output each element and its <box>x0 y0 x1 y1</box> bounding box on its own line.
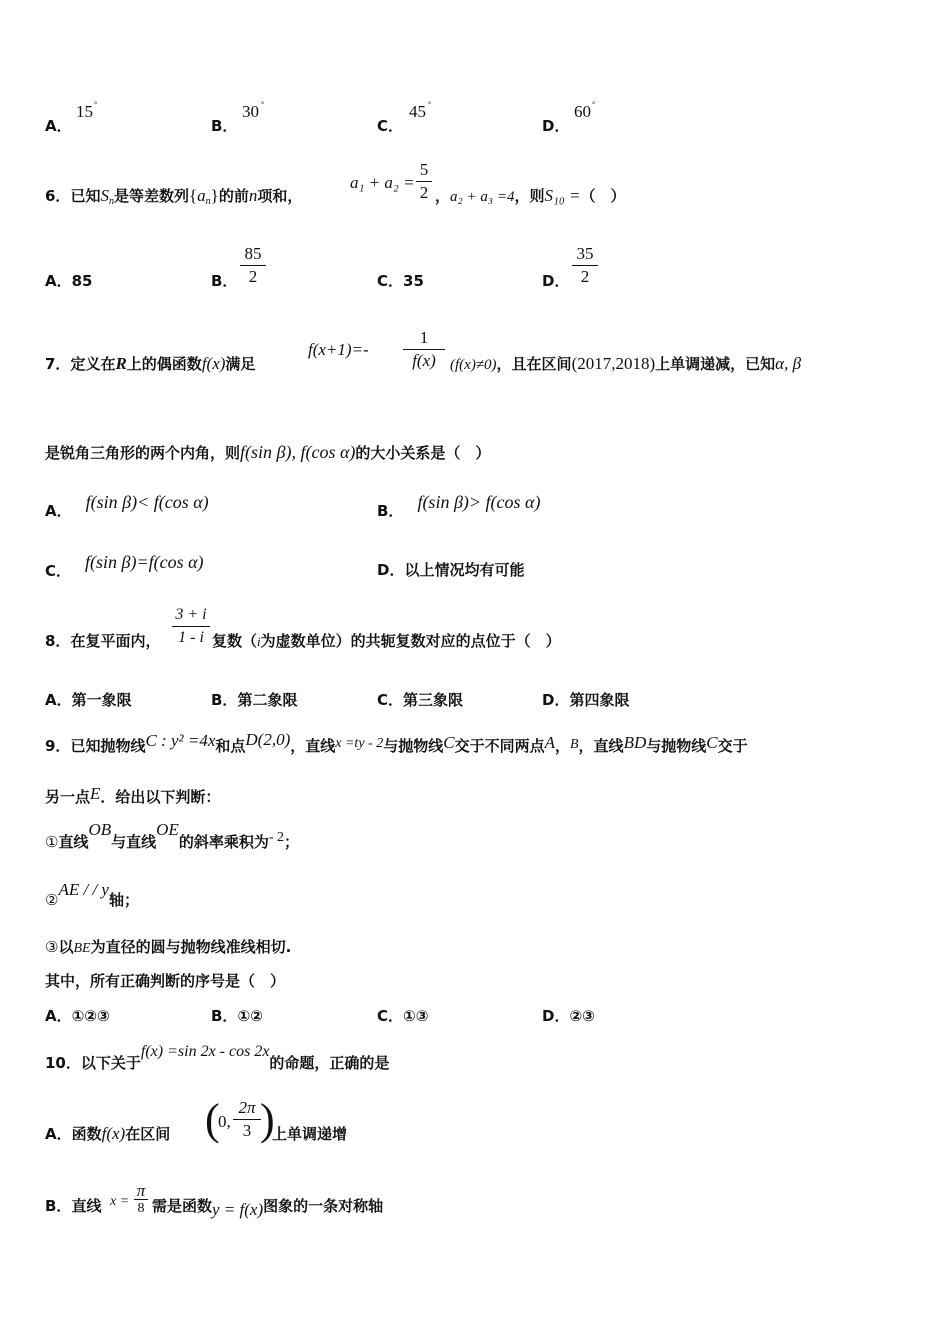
math-fx: f(x) <box>201 354 226 373</box>
stem-text: 的命题，正确的是 <box>269 1054 390 1072</box>
q5-option-d[interactable] <box>542 116 569 136</box>
option-label: B． <box>211 1007 238 1025</box>
math-fraction-3i-1i: 3 + i 1 - i <box>172 605 210 648</box>
stem-text: 是锐角三角形的两个内角，则 <box>45 444 241 462</box>
degree-mark: ° <box>94 100 98 109</box>
option-label: D． <box>542 117 570 135</box>
option-label: D． <box>542 691 570 709</box>
option-label: D． <box>542 272 570 290</box>
math-C: C <box>443 733 455 752</box>
q5-option-a-value: 15 <box>76 102 93 121</box>
option-text: 直线 <box>71 1197 102 1215</box>
math-alpha-beta: α, β <box>775 354 802 373</box>
q7-option-a[interactable] <box>45 492 209 521</box>
option-value: ①②③ <box>71 1007 110 1025</box>
math-expr: f(sin β), f(cos α) <box>240 442 356 462</box>
q7-option-d[interactable] <box>377 560 524 580</box>
q9-question <box>45 971 285 991</box>
q10-option-b[interactable] <box>45 1196 101 1216</box>
math-BD: BD <box>623 733 647 752</box>
q7-stem-cont <box>450 354 801 375</box>
q9-stem <box>45 730 748 758</box>
stem-text: ，直线 <box>290 737 336 755</box>
q7-stem-line2 <box>45 442 490 463</box>
math-interval-left: 0, <box>218 1112 231 1131</box>
math-i: i <box>257 634 261 649</box>
stem-text: 以 <box>58 938 74 956</box>
q5-option-c-value: 45 <box>409 102 426 121</box>
q6-option-d-fraction: 35 2 <box>572 244 598 287</box>
stem-text: 与抛物线 <box>646 737 707 755</box>
q9-judgement-1 <box>45 820 300 854</box>
question-number: 7． <box>45 355 71 373</box>
option-value: 第一象限 <box>71 691 132 709</box>
question-number: 8． <box>45 632 71 650</box>
stem-text: 项和， <box>257 187 303 205</box>
option-text: 图象的一条对称轴 <box>263 1197 384 1215</box>
math-eq2: a₂ + a₃ =4 <box>450 189 515 205</box>
option-label: D． <box>377 561 405 579</box>
option-value: ①② <box>237 1007 263 1025</box>
math-interval: (2017,2018) <box>571 354 656 373</box>
stem-text: 和点 <box>215 737 246 755</box>
stem-text: 为直径的圆与抛物线准线相切. <box>90 938 292 956</box>
q8-option-d[interactable] <box>542 690 629 710</box>
option-value: 以上情况均有可能 <box>404 561 525 579</box>
option-text: 上单调递增 <box>272 1125 348 1143</box>
q5-option-c[interactable] <box>377 116 403 136</box>
math-condition: (f(x)≠0) <box>450 357 497 373</box>
stem-text: 上单调递减，已知 <box>655 355 776 373</box>
option-label: B． <box>211 691 238 709</box>
stem-text: 轴； <box>108 891 139 909</box>
option-value: 第二象限 <box>237 691 298 709</box>
q8-stem-cont <box>212 631 561 652</box>
stem-text: 与直线 <box>111 833 157 851</box>
punct: ， <box>435 187 451 205</box>
q6-stem <box>45 186 302 212</box>
math-fraction-pi-8: π 8 <box>134 1184 148 1217</box>
q9-option-a[interactable] <box>45 1006 110 1026</box>
stem-text: 以下关于 <box>80 1054 141 1072</box>
q6-stem-cont <box>435 186 626 207</box>
option-label: A． <box>45 272 72 290</box>
math-value: - 2 <box>268 830 285 845</box>
math-C: C <box>706 733 718 752</box>
math-S10: S₁₀ = <box>544 186 581 205</box>
stem-text: ，且在区间 <box>496 355 572 373</box>
option-value: ②③ <box>569 1007 595 1025</box>
stem-text: ，则 <box>514 187 545 205</box>
stem-text: 的大小关系是（ ） <box>355 444 491 462</box>
option-label: A． <box>45 502 72 520</box>
option-value: 35 <box>403 272 424 290</box>
q5-option-a[interactable] <box>45 116 72 136</box>
option-label: D． <box>542 1007 570 1025</box>
stem-text: ．给出以下判断： <box>100 788 221 806</box>
option-value: f(sin β)< f(cos α) <box>85 492 209 512</box>
stem-text: ，直线 <box>578 737 624 755</box>
stem-text: 为虚数单位）的共轭复数对应的点位于（ ） <box>260 632 561 650</box>
q9-option-c[interactable] <box>377 1006 428 1026</box>
q6-option-a[interactable] <box>45 271 92 291</box>
stem-text: 是等差数列 <box>113 187 189 205</box>
option-label: C． <box>377 1007 404 1025</box>
math-E: E <box>90 784 101 803</box>
math-fx: f(x) <box>101 1124 126 1143</box>
q6-option-b-fraction: 85 2 <box>240 244 266 287</box>
math-eq1-lhs: a₁ + a₂ = <box>350 173 415 192</box>
option-label: C． <box>377 691 404 709</box>
degree-mark: ° <box>428 100 432 109</box>
option-label: B． <box>45 1197 72 1215</box>
option-value: ①③ <box>403 1007 429 1025</box>
q8-option-c[interactable] <box>377 690 463 710</box>
option-label: C． <box>377 272 404 290</box>
math-an: $\{a_n\}$ <box>188 186 219 207</box>
question-number: 9． <box>45 737 71 755</box>
math-BE: BE <box>73 941 91 956</box>
stem-text: 另一点 <box>45 788 91 806</box>
math-B: B <box>569 737 579 752</box>
option-value: f(sin β)> f(cos α) <box>417 492 541 512</box>
q6-option-b[interactable] <box>211 271 237 291</box>
q7-stem <box>45 354 255 374</box>
option-label: B． <box>211 117 238 135</box>
option-text: 需是函数 <box>152 1197 213 1215</box>
q9-judgement-2 <box>45 880 139 910</box>
q5-option-b-value: 30 <box>242 102 259 121</box>
option-label: C． <box>377 117 404 135</box>
stem-text: 已知 <box>70 187 101 205</box>
q5-option-b[interactable] <box>211 116 237 136</box>
math-fraction-2pi-3: 2π 3 <box>233 1098 261 1141</box>
q10-stem <box>45 1043 390 1074</box>
q9-judgement-3 <box>45 937 291 959</box>
math-OB: OB <box>88 820 112 839</box>
math-n: n <box>248 186 258 205</box>
option-text: 函数 <box>71 1125 102 1143</box>
circled-number: ② <box>45 891 59 909</box>
option-label: A． <box>45 1007 72 1025</box>
option-label: C． <box>45 562 72 580</box>
q9-option-d[interactable] <box>542 1006 595 1026</box>
option-label: B． <box>377 502 404 520</box>
q10-option-a-cont <box>272 1124 347 1144</box>
q9-option-b[interactable] <box>211 1006 263 1026</box>
math-function: f(x) =sin 2x - cos 2x <box>140 1043 270 1060</box>
stem-text: 定义在 <box>70 355 116 373</box>
q8-stem <box>45 631 160 651</box>
option-value: f(sin β)=f(cos α) <box>85 552 204 572</box>
degree-mark: ° <box>261 100 265 109</box>
math-point-D: D(2,0) <box>245 730 291 749</box>
left-paren: ( <box>205 1095 220 1144</box>
stem-text: 交于不同两点 <box>454 737 545 755</box>
q10-option-b-cont <box>152 1196 384 1219</box>
circled-number: ① <box>45 833 59 851</box>
option-value: 第三象限 <box>403 691 464 709</box>
q6-option-c[interactable] <box>377 271 424 291</box>
stem-text: 与抛物线 <box>383 737 444 755</box>
q6-option-d[interactable] <box>542 271 569 291</box>
option-label: A． <box>45 691 72 709</box>
option-label: A． <box>45 1125 72 1143</box>
stem-text: 在复平面内， <box>70 632 161 650</box>
circled-number: ③ <box>45 938 59 956</box>
right-paren: ) <box>260 1095 275 1144</box>
punct: ； <box>284 833 300 851</box>
stem-text: 的前 <box>218 187 249 205</box>
math-A: A <box>544 733 555 752</box>
math-OE: OE <box>156 820 179 839</box>
option-value: 第四象限 <box>569 691 630 709</box>
stem-text: 其中，所有正确判断的序号是（ ） <box>45 972 286 990</box>
q8-option-b[interactable] <box>211 690 297 710</box>
math-eq-lhs: f(x+1)=- <box>308 340 369 359</box>
option-text: 在区间 <box>125 1125 171 1143</box>
option-value: 85 <box>71 272 93 290</box>
stem-text: 复数（ <box>212 632 258 650</box>
math-fraction-1-fx: 1 f(x) <box>403 328 445 371</box>
option-label: A． <box>45 117 72 135</box>
stem-text: 的斜率乘积为 <box>178 833 269 851</box>
math-Sn: $S_n$ <box>100 186 114 207</box>
punct: ， <box>554 737 570 755</box>
math-x-eq: x = <box>110 1194 130 1209</box>
math-fraction-5-2: 5 2 <box>416 160 432 203</box>
option-label: B． <box>211 272 238 290</box>
math-y-eq-fx: y = f(x) <box>212 1200 264 1219</box>
stem-text: 满足 <box>225 355 256 373</box>
q10-option-a[interactable] <box>45 1124 170 1144</box>
stem-text: 上的偶函数 <box>126 355 202 373</box>
question-number: 10． <box>45 1054 81 1072</box>
math-AE-parallel-y: AE / / y <box>58 880 109 899</box>
q7-option-b[interactable] <box>377 492 541 521</box>
degree-mark: ° <box>592 100 596 109</box>
math-R: R <box>115 354 127 373</box>
stem-text: 直线 <box>58 833 89 851</box>
q5-option-d-value: 60 <box>574 102 591 121</box>
math-parabola: C : y² =4x <box>145 731 216 750</box>
stem-text: 交于 <box>717 737 748 755</box>
question-number: 6． <box>45 187 71 205</box>
q9-stem-line2 <box>45 784 221 807</box>
stem-text: 已知抛物线 <box>70 737 146 755</box>
q7-option-c[interactable] <box>45 552 204 581</box>
answer-paren: （ ） <box>580 187 626 205</box>
math-line: x =ty - 2 <box>335 736 384 751</box>
q8-option-a[interactable] <box>45 690 132 710</box>
